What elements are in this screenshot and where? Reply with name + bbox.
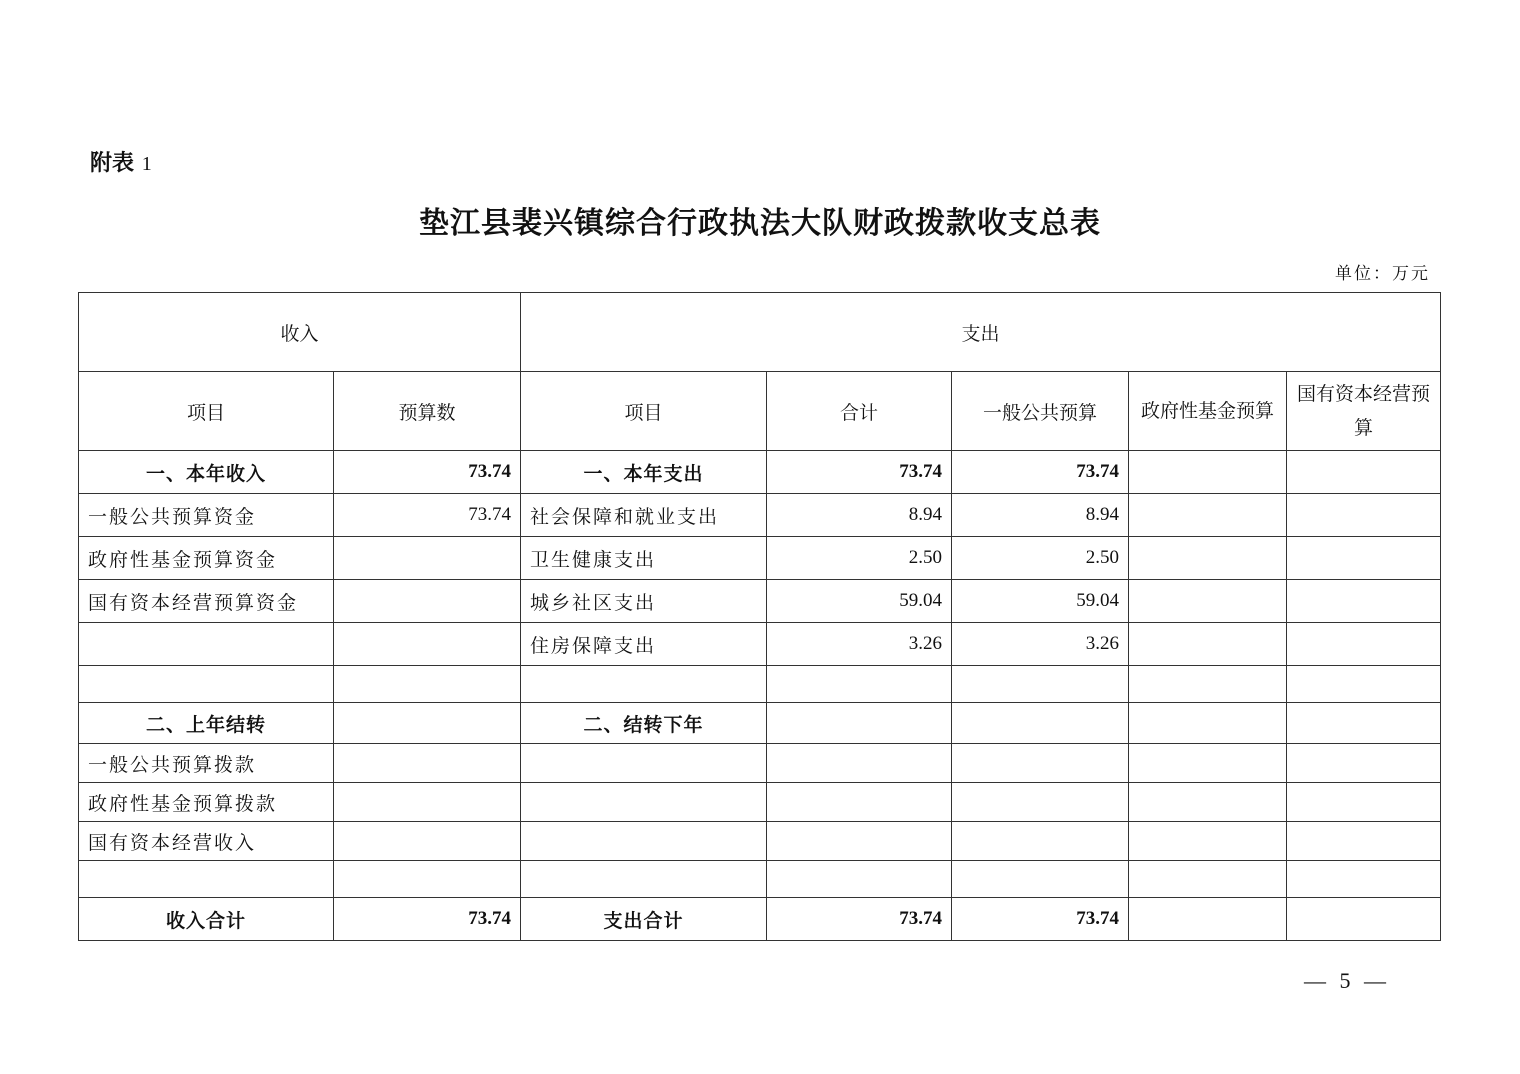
expense-fund [1129,744,1287,783]
totals-row [79,898,1441,941]
expense-item: 社会保障和就业支出 [521,494,767,537]
expense-fund [1129,537,1287,580]
expense-general: 59.04 [952,580,1129,623]
table-row [79,451,1441,494]
expense-general: 73.74 [952,898,1129,941]
expense-general [952,666,1129,703]
col-item-income: 项目 [79,372,334,451]
income-item: 国有资本经营收入 [79,822,334,861]
expense-state [1287,703,1441,744]
expense-fund [1129,861,1287,898]
expense-item: 卫生健康支出 [521,537,767,580]
income-value: 73.74 [334,451,521,494]
income-value [334,822,521,861]
header-row-2 [79,372,1441,451]
expense-item: 二、结转下年 [521,703,767,744]
expense-total [767,822,952,861]
col-item-expense: 项目 [521,372,767,451]
expense-item [521,822,767,861]
income-value [334,623,521,666]
attachment-number: 1 [141,153,152,175]
expense-state [1287,623,1441,666]
table-row [79,580,1441,623]
expense-state [1287,666,1441,703]
expense-total [767,703,952,744]
income-value [334,703,521,744]
income-item: 二、上年结转 [79,703,334,744]
expense-fund [1129,623,1287,666]
table-row [79,783,1441,822]
col-state: 国有资本经营预算 [1287,372,1441,451]
income-value [334,783,521,822]
expense-state [1287,451,1441,494]
header-row-1 [79,293,1441,372]
expense-total: 73.74 [767,451,952,494]
income-item [79,623,334,666]
expense-state [1287,537,1441,580]
col-general: 一般公共预算 [952,372,1129,451]
income-item: 一般公共预算拨款 [79,744,334,783]
expense-general: 73.74 [952,451,1129,494]
expense-total [767,783,952,822]
expense-item [521,744,767,783]
expense-item: 城乡社区支出 [521,580,767,623]
expense-fund [1129,822,1287,861]
col-fund: 政府性基金预算 [1129,372,1287,451]
expense-fund [1129,783,1287,822]
table-row [79,744,1441,783]
expense-state [1287,861,1441,898]
col-total: 合计 [767,372,952,451]
table-row [79,537,1441,580]
income-item: 一般公共预算资金 [79,494,334,537]
expense-general: 8.94 [952,494,1129,537]
expense-fund [1129,451,1287,494]
expense-total: 2.50 [767,537,952,580]
expense-general [952,703,1129,744]
table-row [79,666,1441,703]
expense-total [767,744,952,783]
expense-header: 支出 [521,293,1441,372]
table-row [79,861,1441,898]
income-value [334,666,521,703]
expense-state [1287,744,1441,783]
expense-general: 2.50 [952,537,1129,580]
income-value [334,537,521,580]
expense-general [952,861,1129,898]
expense-fund [1129,703,1287,744]
income-item: 政府性基金预算拨款 [79,783,334,822]
table-row [79,494,1441,537]
expense-state [1287,898,1441,941]
expense-total-label: 支出合计 [521,898,767,941]
income-value [334,744,521,783]
page-number: — 5 — [1304,968,1390,993]
expense-total [767,861,952,898]
expense-general [952,783,1129,822]
budget-table [78,292,1441,941]
expense-fund [1129,580,1287,623]
income-total-value: 73.74 [334,898,521,941]
expense-total: 73.74 [767,898,952,941]
income-header: 收入 [79,293,521,372]
page-title: 垫江县裴兴镇综合行政执法大队财政拨款收支总表 [419,206,1101,241]
expense-total: 59.04 [767,580,952,623]
expense-item: 住房保障支出 [521,623,767,666]
attachment-text: 附表 [90,151,135,176]
income-item: 一、本年收入 [79,451,334,494]
income-item [79,666,334,703]
attachment-label [90,146,152,177]
unit-label: 单位：万元 [1335,264,1430,284]
expense-general: 3.26 [952,623,1129,666]
expense-fund [1129,898,1287,941]
expense-state [1287,822,1441,861]
table-row [79,822,1441,861]
income-item: 国有资本经营预算资金 [79,580,334,623]
expense-general [952,822,1129,861]
expense-item: 一、本年支出 [521,451,767,494]
expense-item [521,861,767,898]
table-row [79,623,1441,666]
table-row [79,703,1441,744]
col-budget: 预算数 [334,372,521,451]
income-value [334,580,521,623]
income-value [334,861,521,898]
expense-state [1287,580,1441,623]
income-value: 73.74 [334,494,521,537]
expense-fund [1129,494,1287,537]
expense-item [521,666,767,703]
expense-state [1287,494,1441,537]
expense-state [1287,783,1441,822]
expense-fund [1129,666,1287,703]
expense-total: 3.26 [767,623,952,666]
expense-general [952,744,1129,783]
income-total-label: 收入合计 [79,898,334,941]
expense-total: 8.94 [767,494,952,537]
income-item [79,861,334,898]
expense-total [767,666,952,703]
income-item: 政府性基金预算资金 [79,537,334,580]
expense-item [521,783,767,822]
